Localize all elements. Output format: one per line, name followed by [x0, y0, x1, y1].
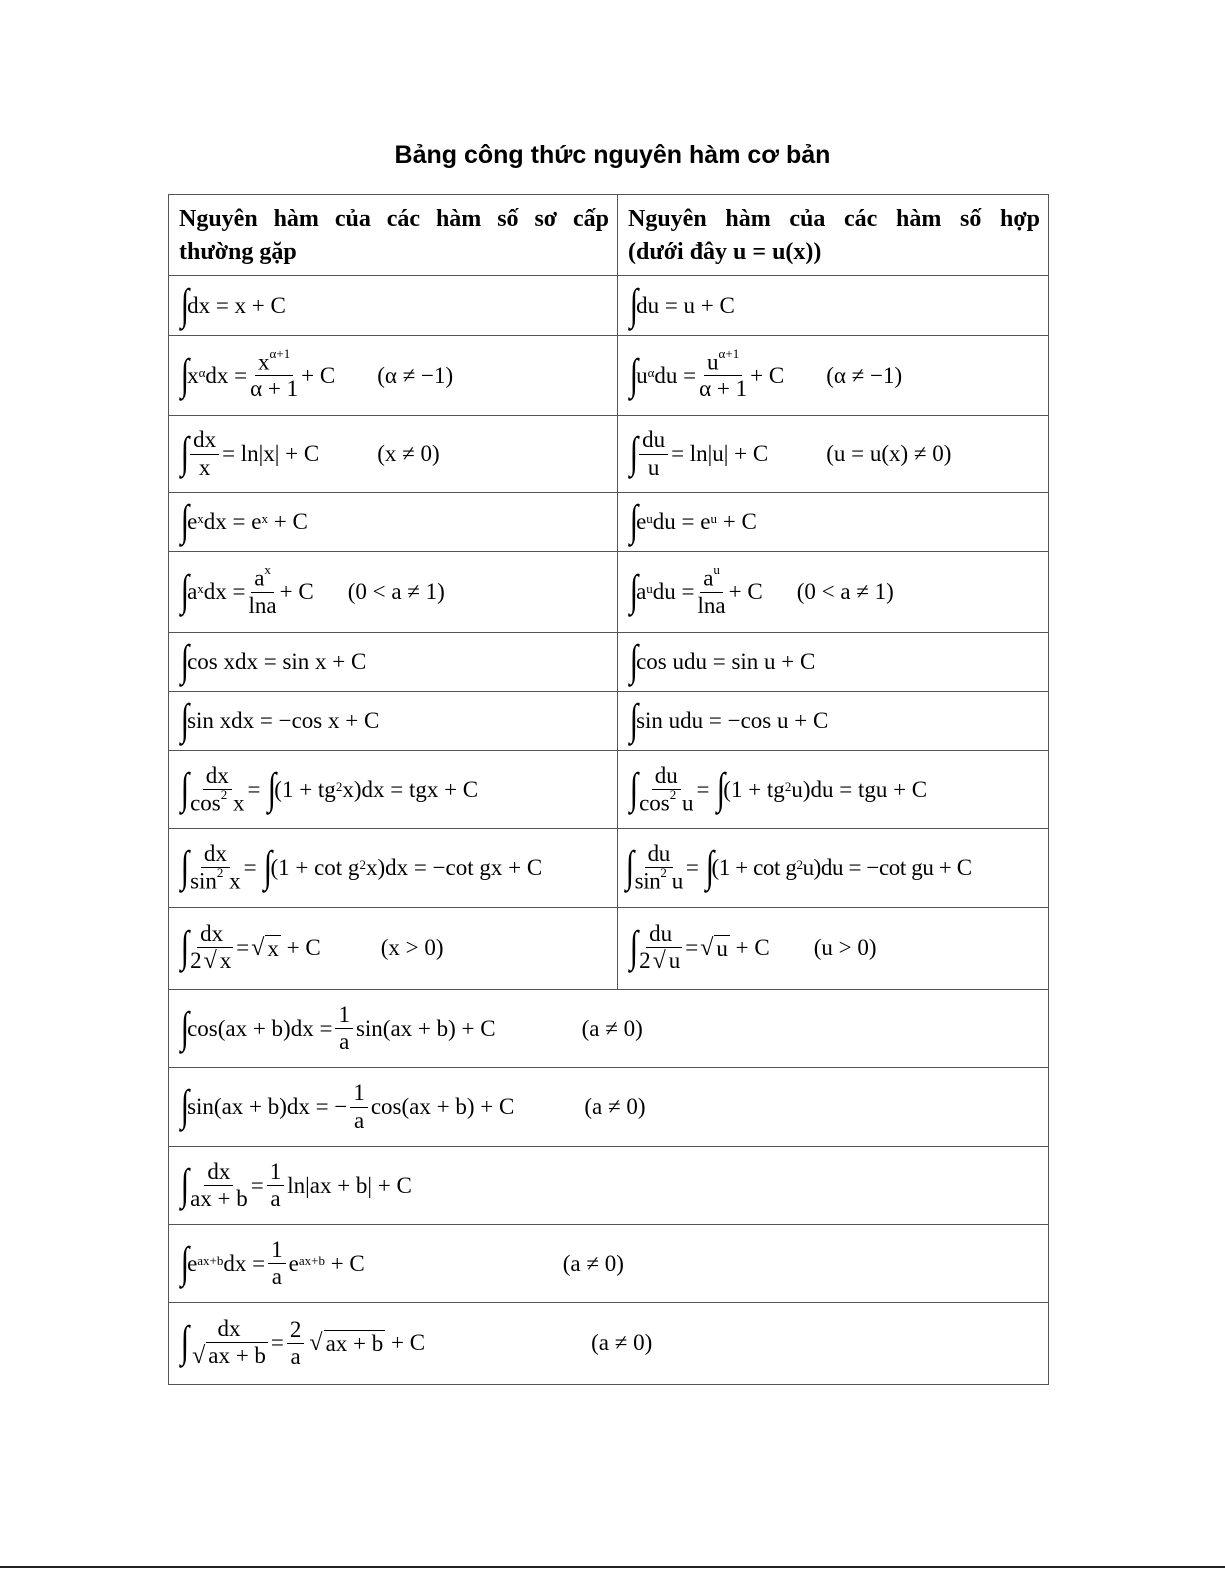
formula-composite: ∫ sin udu = −cos u + C	[618, 692, 1049, 751]
header-right-line2: (dưới đây u = u(x))	[628, 238, 822, 265]
formula-composite: ∫ $\frac{du}{\sin^2 u}$ = ∫ (1 + cot g $^2$ u)du = −cot gu + C	[618, 829, 1049, 908]
table-row	[169, 336, 1049, 416]
table-row	[169, 990, 1049, 1068]
condition: (α ≠ −1)	[377, 362, 454, 388]
formula-full: ∫ sin(ax + b)dx = − $\frac{1}{a}$ cos(ax + b) + C (a ≠ 0)	[169, 1068, 1049, 1147]
table-row	[169, 1303, 1049, 1385]
sqrt-icon: √	[309, 1329, 323, 1356]
sqrt-icon: √	[203, 948, 217, 975]
header-right-line1: Nguyên hàm của các hàm số hợp	[628, 205, 1040, 232]
table-row	[169, 1225, 1049, 1303]
header-left	[169, 195, 618, 276]
table-row	[169, 692, 1049, 751]
formula-basic: ∫ sin xdx = −cos x + C	[169, 692, 618, 751]
sqrt-icon: √	[192, 1343, 206, 1370]
antiderivative-table	[168, 194, 1049, 1385]
table-row	[169, 1068, 1049, 1147]
formula-full: ∫ $\frac{dx}{ax + b}$ = $\frac{1}{a}$ ln|ax + b| + C	[169, 1147, 1049, 1225]
formula-basic: ∫ $\frac{dx}{2√ x}$ = √ x + C (x > 0)	[169, 908, 618, 990]
condition: (α ≠ −1)	[826, 362, 903, 388]
formula-basic: ∫ $\frac{dx}{\cos^2 x}$ = ∫ (1 + tg $^2$ x)dx = tgx + C	[169, 751, 618, 829]
header-left-line2: thường gặp	[179, 238, 297, 265]
formula-composite: ∫ cos udu = sin u + C	[618, 633, 1049, 692]
condition: (a ≠ 0)	[562, 1250, 624, 1276]
page-bottom-divider	[0, 1566, 1225, 1568]
condition: (x ≠ 0)	[377, 441, 440, 466]
formula-composite: ∫ e $^u$ du = e $^u$ + C	[618, 493, 1049, 552]
sqrt-icon: √	[251, 934, 265, 961]
sqrt-icon: √	[652, 948, 666, 975]
table-row	[169, 908, 1049, 990]
formula-full: ∫ e $^{ax+b}$ dx = $\frac{1}{a}$ e $^{ax+b}$ + C (a ≠ 0)	[169, 1225, 1049, 1303]
table-row	[169, 493, 1049, 552]
formula-composite: ∫ u $^\alpha$ du = $\frac{u^{\alpha+1}}{\alpha + 1}$ + C (α ≠ −1)	[618, 336, 1049, 416]
condition: (0 < a ≠ 1)	[347, 579, 445, 604]
table-row	[169, 416, 1049, 493]
formula-basic: ∫ cos xdx = sin x + C	[169, 633, 618, 692]
formula-composite: ∫ du = u + C	[618, 276, 1049, 336]
formula-full: ∫ $\frac{dx}{√ ax + b}$ = $\frac{2}{a}$ √ ax + b + C (a ≠ 0)	[169, 1303, 1049, 1385]
table-header-row	[169, 195, 1049, 276]
condition: (0 < a ≠ 1)	[796, 579, 894, 604]
page-title: Bảng công thức nguyên hàm cơ bản	[394, 141, 831, 169]
formula-composite: ∫ $\frac{du}{u}$ = ln|u| + C (u = u(x) ≠ 0)	[618, 416, 1049, 493]
formula-composite: ∫ $\frac{du}{2√ u}$ = √ u + C (u > 0)	[618, 908, 1049, 990]
table-row	[169, 552, 1049, 633]
sqrt-icon: √	[700, 934, 714, 961]
formula-composite: ∫ a $^u$ du = $\frac{a^u}{\ln a}$ + C (0 < a ≠ 1)	[618, 552, 1049, 633]
condition: (a ≠ 0)	[584, 1094, 646, 1119]
formula-basic: ∫ e $^x$ dx = e $^x$ + C	[169, 493, 618, 552]
header-right	[618, 195, 1049, 276]
formula-basic: ∫ $\frac{dx}{x}$ = ln|x| + C (x ≠ 0)	[169, 416, 618, 493]
condition: (u > 0)	[813, 935, 877, 961]
formula-basic: ∫ a $^x$ dx = $\frac{a^x}{\ln a}$ + C (0 < a ≠ 1)	[169, 552, 618, 633]
formula-basic: ∫ x $^\alpha$ dx = $\frac{x^{\alpha+1}}{\alpha + 1}$ + C (α ≠ −1)	[169, 336, 618, 416]
formula-basic: ∫ dx = x + C	[169, 276, 618, 336]
header-left-line1: Nguyên hàm của các hàm số sơ cấp	[179, 205, 609, 232]
condition: (a ≠ 0)	[581, 1015, 643, 1041]
formula-composite: ∫ $\frac{du}{\cos^2 u}$ = ∫ (1 + tg $^2$ u)du = tgu + C	[618, 751, 1049, 829]
table-row	[169, 751, 1049, 829]
table-row	[169, 276, 1049, 336]
table-row	[169, 1147, 1049, 1225]
condition: (x > 0)	[380, 935, 444, 961]
condition: (a ≠ 0)	[591, 1330, 653, 1356]
table-row	[169, 633, 1049, 692]
table-row	[169, 829, 1049, 908]
condition: (u = u(x) ≠ 0)	[826, 441, 952, 466]
formula-full: ∫ cos(ax + b)dx = $\frac{1}{a}$ sin(ax + b) + C (a ≠ 0)	[169, 990, 1049, 1068]
formula-basic: ∫ $\frac{dx}{\sin^2 x}$ = ∫ (1 + cot g $^2$ x)dx = −cot gx + C	[169, 829, 618, 908]
